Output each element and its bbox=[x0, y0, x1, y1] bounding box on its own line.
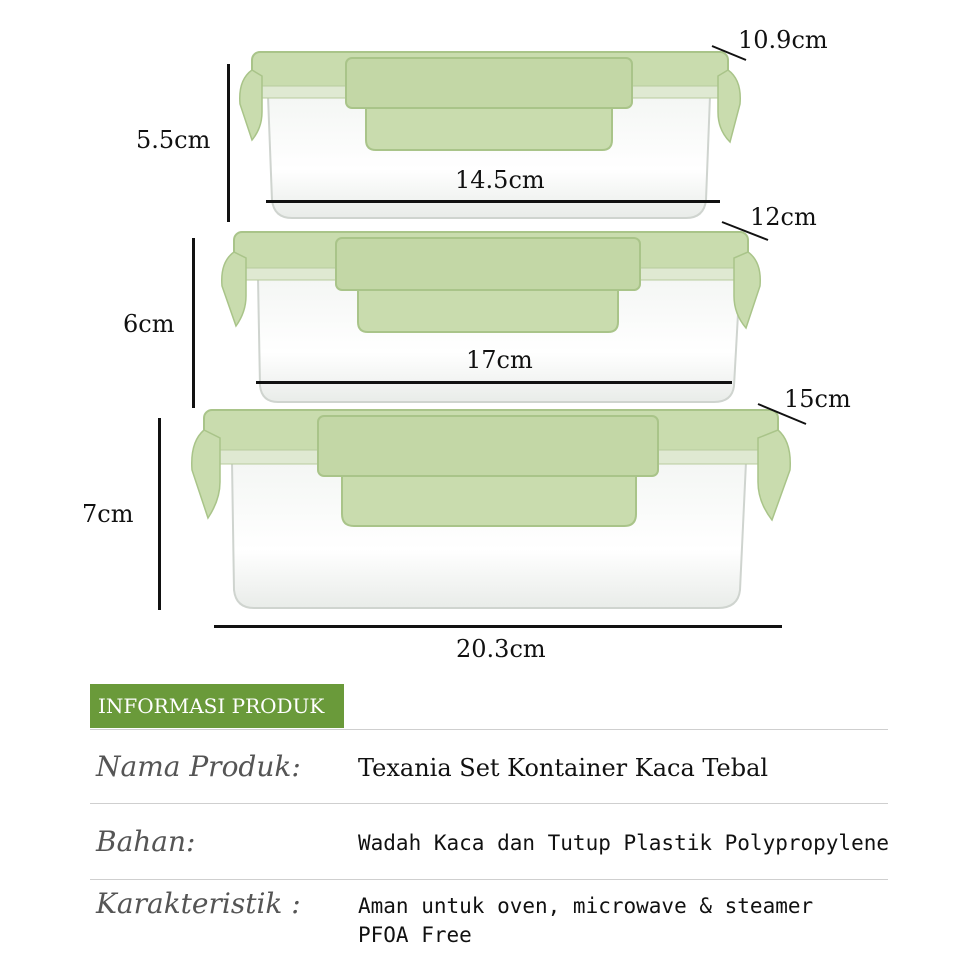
large-height-line bbox=[158, 418, 161, 610]
divider bbox=[90, 729, 888, 730]
medium-width-label: 12cm bbox=[750, 203, 817, 231]
medium-height-label: 6cm bbox=[123, 310, 175, 338]
medium-container bbox=[222, 232, 761, 402]
small-length-label: 14.5cm bbox=[455, 166, 545, 194]
material-value: Wadah Kaca dan Tutup Plastik Polypropylene bbox=[358, 831, 890, 855]
info-header: INFORMASI PRODUK bbox=[90, 684, 344, 728]
small-length-line bbox=[266, 200, 720, 203]
divider bbox=[90, 879, 888, 880]
small-width-label: 10.9cm bbox=[738, 26, 828, 54]
divider bbox=[90, 803, 888, 804]
product-name-value: Texania Set Kontainer Kaca Tebal bbox=[358, 754, 769, 782]
large-width-label: 15cm bbox=[784, 385, 851, 413]
characteristics-value-line2: PFOA Free bbox=[358, 923, 472, 947]
material-label: Bahan: bbox=[96, 825, 196, 858]
large-length-label: 20.3cm bbox=[456, 635, 546, 663]
characteristics-label: Karakteristik : bbox=[96, 887, 301, 920]
small-height-line bbox=[227, 64, 230, 222]
large-container bbox=[192, 410, 791, 608]
characteristics-value-line1: Aman untuk oven, microwave & steamer bbox=[358, 894, 814, 918]
medium-height-line bbox=[192, 238, 195, 408]
product-name-label: Nama Produk: bbox=[96, 750, 301, 783]
large-length-line bbox=[214, 625, 782, 628]
small-height-label: 5.5cm bbox=[136, 126, 211, 154]
medium-length-line bbox=[256, 381, 732, 384]
medium-length-label: 17cm bbox=[466, 346, 533, 374]
large-height-label: 7cm bbox=[82, 500, 134, 528]
